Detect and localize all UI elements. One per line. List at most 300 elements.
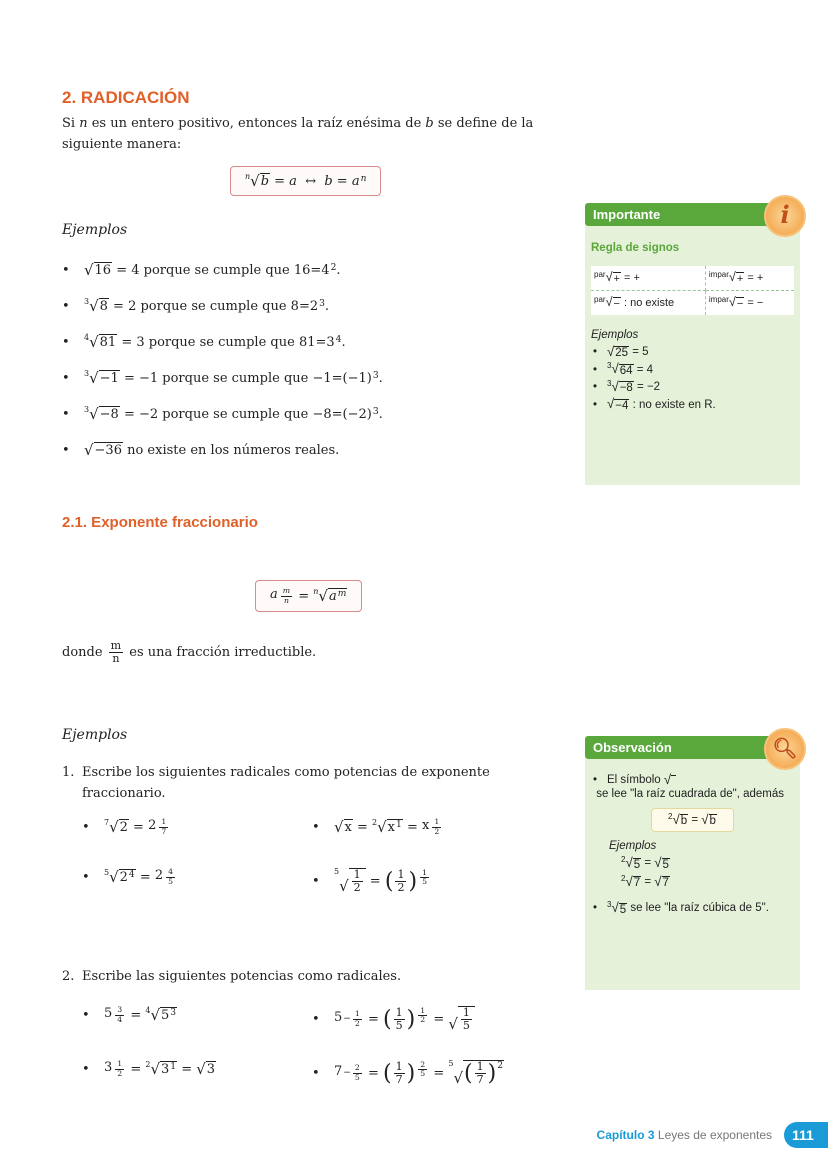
math-text: .	[378, 370, 383, 386]
denominator	[354, 882, 361, 894]
radical-sign-icon: √	[318, 586, 328, 605]
parenthesized	[385, 869, 417, 894]
math-text: = a ↔ b =	[270, 173, 352, 189]
denominator	[463, 1020, 470, 1032]
radicand	[619, 381, 634, 394]
radical-examples-list	[62, 252, 562, 468]
nth-root	[594, 271, 621, 285]
square-root	[84, 442, 123, 458]
exponent	[497, 1061, 503, 1071]
math-text: = 2	[108, 298, 137, 314]
nth-root	[709, 296, 744, 310]
list-item	[593, 397, 792, 412]
nth-root	[621, 856, 641, 871]
base	[104, 1060, 112, 1075]
root-index: par	[594, 270, 606, 279]
list-item	[62, 288, 562, 324]
exponent	[418, 869, 431, 887]
math-variable: n	[79, 116, 88, 131]
radical-sign-icon: √	[453, 1068, 463, 1087]
math-text: −	[736, 297, 744, 310]
base	[104, 1006, 112, 1021]
math-text: 5	[354, 1072, 360, 1082]
math-text: 1	[161, 817, 167, 826]
list-item	[593, 901, 792, 916]
square-root	[664, 773, 676, 788]
math-text: 4	[117, 1014, 123, 1024]
base	[161, 1008, 169, 1023]
math-text: = 4	[633, 363, 654, 376]
math-text: 5	[161, 1008, 170, 1024]
examples-label-2: Ejemplos	[62, 727, 128, 743]
radicand	[458, 1006, 475, 1032]
math-text: • El símbolo	[607, 774, 664, 787]
fraction	[418, 1061, 427, 1079]
math-text: =	[365, 873, 385, 889]
radicand	[94, 442, 123, 458]
math-text: n	[360, 173, 367, 184]
magnifier-icon: 🔍︎	[764, 728, 806, 770]
list-item	[593, 380, 792, 395]
math-text: es una fracción irreductible.	[125, 645, 317, 661]
item1-math-2	[312, 818, 443, 836]
fraction	[432, 818, 441, 836]
item-number: 2.	[62, 969, 75, 984]
math-text: 1	[462, 1006, 470, 1019]
math-text: (−2)	[342, 406, 372, 422]
math-text: 7	[161, 826, 167, 836]
radicand	[344, 819, 353, 835]
radical-sign-icon: √	[250, 172, 260, 190]
root-index: impar	[708, 270, 729, 279]
math-text: a	[270, 587, 278, 602]
fraction	[420, 869, 429, 887]
denominator	[284, 597, 289, 606]
list-item	[62, 396, 562, 432]
fraction	[353, 1010, 362, 1028]
root-index: • 3	[84, 296, 90, 306]
radical-sign-icon: √	[728, 270, 736, 284]
importante-title: Importante	[593, 207, 661, 222]
radicand	[736, 297, 744, 310]
root-index: 2	[372, 817, 378, 827]
square-root	[607, 345, 629, 360]
base	[385, 869, 417, 894]
exponent	[361, 174, 367, 184]
observacion-example	[621, 875, 800, 890]
base	[329, 589, 337, 604]
fraction	[475, 1061, 486, 1086]
math-text: b	[680, 815, 688, 828]
math-text: −	[613, 297, 620, 310]
power	[104, 1006, 126, 1024]
math-text: = −1	[119, 370, 159, 386]
math-text: −1=	[312, 370, 343, 386]
radical-sign-icon: √	[701, 811, 709, 827]
power	[120, 870, 135, 885]
item1-math-4	[312, 868, 431, 894]
list-item	[593, 345, 792, 360]
math-text: 1	[395, 1059, 403, 1073]
math-text: .	[341, 334, 346, 350]
math-text: 5	[334, 1010, 343, 1026]
power	[155, 868, 177, 886]
math-text: a	[328, 589, 337, 605]
power	[352, 174, 367, 189]
math-text: 1	[397, 867, 405, 881]
power	[334, 1010, 364, 1028]
math-text: 3	[372, 406, 379, 417]
radical-sign-icon: √	[663, 772, 672, 787]
observacion-examples-label: Ejemplos	[609, 840, 657, 853]
example-text: porque se cumple que	[136, 298, 291, 314]
item2-math-2	[312, 1006, 475, 1032]
radical-sign-icon: √	[339, 876, 349, 895]
math-text: 2	[354, 1063, 360, 1073]
square-root	[84, 262, 112, 278]
radicand	[633, 858, 641, 871]
math-text: −1	[99, 371, 119, 387]
math-text: = +	[744, 271, 764, 284]
fraction	[353, 1064, 362, 1082]
square-root	[196, 1061, 216, 1077]
root-index: • 3	[84, 368, 90, 378]
nth-root	[594, 296, 621, 310]
math-text: =	[135, 869, 155, 885]
math-variable: b	[425, 116, 434, 131]
definition-formula	[230, 166, 381, 196]
radicand	[463, 1060, 504, 1086]
math-text: 4	[168, 867, 174, 876]
math-text: 1	[117, 1059, 123, 1068]
right-paren: )	[406, 1005, 416, 1032]
math-text: −36	[94, 443, 122, 459]
math-text: = +	[620, 271, 640, 284]
nth-root	[709, 271, 744, 285]
root-index: • 4	[84, 332, 90, 342]
math-text: 1	[396, 820, 402, 831]
item2-math-3	[82, 1060, 216, 1078]
radicand	[709, 814, 717, 827]
math-text: es un entero positivo, entonces la raíz enésima de	[87, 116, 426, 131]
sign-cell	[591, 291, 706, 315]
math-text: se lee "la raíz cúbica de 5".	[627, 902, 769, 915]
power	[321, 263, 336, 278]
math-text: m	[110, 639, 122, 652]
item-2	[62, 966, 552, 987]
list-item	[62, 324, 562, 360]
radicand	[99, 406, 120, 422]
chapter-title: Leyes de exponentes	[657, 1128, 772, 1142]
exponent	[164, 868, 177, 886]
item2-math-1	[82, 1006, 177, 1024]
math-text: 16=	[293, 262, 322, 278]
radicand	[662, 876, 670, 889]
parenthesized	[383, 1007, 415, 1032]
nth-root	[84, 298, 109, 314]
math-text: .	[336, 262, 341, 278]
item1-math-3	[82, 868, 177, 886]
math-text: 5	[168, 876, 174, 886]
root-index: 2	[145, 1059, 151, 1069]
math-text: 3	[161, 1062, 170, 1078]
nth-root	[668, 813, 688, 828]
math-text: =	[688, 813, 702, 826]
math-text	[672, 776, 675, 788]
exponent	[113, 1006, 126, 1024]
power	[310, 299, 325, 314]
math-text: 4	[128, 870, 135, 881]
denominator	[355, 1074, 360, 1083]
nth-root	[104, 819, 129, 835]
math-text: 2	[119, 870, 128, 886]
root-index: 4	[145, 1005, 151, 1015]
radical-sign-icon: √	[625, 873, 633, 889]
observacion-box	[585, 736, 800, 990]
math-text: −	[343, 1014, 351, 1025]
math-text: 1	[395, 1005, 403, 1019]
fraction-exponent-box	[255, 580, 362, 612]
math-text: 1	[354, 1009, 360, 1019]
nth-root	[607, 380, 634, 395]
base	[383, 1007, 415, 1032]
example-text: porque se cumple que	[158, 370, 313, 386]
math-text: 2	[148, 818, 157, 833]
math-text: se lee "la raíz cuadrada de", además	[593, 787, 785, 800]
example-text: no existe en los números reales.	[122, 442, 340, 458]
math-text: 1	[353, 868, 361, 881]
root-index: 2	[621, 873, 626, 883]
exponent	[430, 818, 443, 836]
math-text: x	[387, 820, 396, 836]
base	[334, 1064, 342, 1079]
left-paren: (	[383, 1005, 392, 1032]
root-index: par	[594, 294, 606, 304]
math-text: 3	[372, 370, 379, 381]
power	[161, 1062, 176, 1077]
exponent	[129, 870, 135, 880]
math-text: 5	[662, 858, 669, 871]
radicand	[613, 272, 621, 285]
radicand	[680, 814, 688, 827]
math-text: 2	[420, 1015, 426, 1024]
math-text: = 3	[117, 334, 145, 350]
math-text: 2	[119, 820, 128, 836]
nth-root	[84, 370, 120, 386]
sign-rule-table	[591, 266, 794, 315]
denominator	[420, 1070, 425, 1079]
exponent	[170, 1062, 176, 1072]
root-index: • 3	[607, 900, 612, 910]
math-text: 7	[334, 1064, 343, 1080]
math-text: n	[283, 595, 289, 605]
fraction	[281, 587, 292, 605]
math-text: 2	[354, 1018, 360, 1028]
root-index: • 3	[607, 361, 612, 371]
math-text: 5	[619, 903, 627, 916]
nth-root	[104, 869, 136, 885]
denominator	[355, 1020, 360, 1029]
power	[334, 1064, 364, 1082]
power	[326, 335, 341, 350]
math-text: 3	[326, 334, 335, 350]
root-index: 2	[621, 855, 626, 865]
math-text: donde	[62, 645, 107, 661]
observacion-list-2	[585, 901, 800, 916]
math-text: 3	[170, 1008, 177, 1019]
importante-examples-label: Ejemplos	[591, 328, 639, 341]
denominator	[420, 1016, 425, 1025]
radical-sign-icon: √	[611, 361, 619, 377]
math-text: 5	[104, 1006, 113, 1021]
list-item	[593, 773, 792, 800]
nth-root	[145, 1061, 177, 1077]
math-text: 7	[395, 1072, 403, 1086]
observacion-example	[621, 856, 800, 871]
right-paren: )	[408, 867, 418, 894]
list-item	[62, 432, 562, 468]
fraction	[395, 869, 406, 894]
math-text: 3	[117, 1005, 123, 1014]
radical-sign-icon: • √	[607, 343, 615, 359]
exponent	[338, 589, 347, 599]
list-item	[593, 362, 792, 377]
sign-cell	[706, 266, 794, 291]
fraction	[418, 1007, 427, 1025]
observacion-title: Observación	[593, 740, 672, 755]
math-text: 1	[476, 1060, 484, 1073]
radicand	[633, 876, 641, 889]
radicand	[619, 364, 634, 377]
sign-rule-title: Regla de signos	[591, 242, 680, 254]
footer-chapter	[597, 1128, 772, 1142]
math-text: 7	[633, 877, 641, 890]
math-text: 2	[353, 881, 361, 895]
radicand	[260, 173, 270, 189]
example-text: porque se cumple que	[144, 334, 299, 350]
math-text: −4	[615, 399, 629, 412]
power	[104, 1060, 126, 1078]
base	[155, 868, 163, 883]
radicand	[94, 262, 113, 278]
power	[343, 371, 379, 386]
list-item	[62, 360, 562, 396]
exponent	[343, 1064, 364, 1082]
math-text: x	[421, 818, 430, 833]
base	[326, 335, 334, 350]
exponent	[113, 1060, 126, 1078]
power	[161, 1008, 176, 1023]
math-text: 2	[330, 262, 337, 273]
donde-text	[62, 640, 316, 665]
denominator	[161, 828, 166, 837]
denominator	[397, 882, 404, 894]
radical-sign-icon: √	[672, 811, 680, 827]
nth-root	[245, 173, 270, 189]
denominator	[117, 1070, 122, 1079]
radicand	[619, 903, 627, 916]
math-text: 7	[476, 1073, 484, 1087]
sign-cell	[706, 291, 794, 315]
math-text: 25	[615, 347, 629, 360]
radical-sign-icon: √	[150, 1059, 160, 1078]
power	[388, 820, 402, 835]
radical-sign-icon: √	[89, 404, 99, 423]
exponent	[279, 587, 294, 605]
nth-root	[84, 334, 117, 350]
root-index: 5	[448, 1059, 454, 1068]
square-root	[701, 813, 717, 828]
root-index: • 5	[104, 867, 110, 877]
denominator	[434, 828, 439, 837]
observacion-formula-box	[585, 808, 800, 833]
base	[334, 1010, 342, 1025]
math-text: 2	[434, 826, 440, 836]
math-text: =	[363, 1011, 383, 1027]
nth-root	[145, 1007, 177, 1023]
math-text: 5	[633, 858, 641, 871]
radicand	[328, 588, 347, 604]
root-index: 2	[668, 811, 673, 821]
math-text: (−1)	[342, 370, 372, 386]
radical-sign-icon: √	[611, 378, 619, 394]
radical-sign-icon: √	[605, 294, 613, 309]
math-text: se define de la siguiente manera:	[62, 116, 538, 152]
math-text: +	[613, 272, 620, 285]
math-text: 1	[170, 1062, 177, 1073]
math-text: 2	[420, 1059, 426, 1069]
math-text: −	[343, 1068, 351, 1079]
fraction	[109, 640, 123, 665]
radical-sign-icon: √	[89, 332, 99, 351]
item1-math-1	[82, 818, 170, 836]
nth-root	[621, 875, 641, 890]
math-text: 2	[117, 1068, 123, 1078]
importante-box	[585, 200, 800, 485]
math-text: 3	[104, 1060, 113, 1075]
math-text: .	[324, 298, 330, 314]
square-root	[607, 397, 629, 412]
radicand	[119, 819, 129, 835]
math-text: +	[736, 272, 744, 285]
example-text: porque se cumple que	[139, 262, 294, 278]
denominator	[396, 1020, 403, 1032]
base	[464, 1061, 496, 1086]
math-text: = −2	[633, 381, 661, 394]
radicand	[99, 370, 120, 386]
left-paren: (	[383, 1059, 392, 1086]
base	[310, 299, 318, 314]
parenthesized	[464, 1061, 496, 1086]
fraction	[394, 1061, 405, 1086]
math-text: 3	[206, 1062, 216, 1078]
item-text: Escribe las siguientes potencias como radicales.	[82, 969, 402, 984]
math-text: 81	[99, 335, 117, 351]
nth-root	[448, 1060, 504, 1086]
fraction	[461, 1007, 472, 1032]
exponent	[416, 1061, 429, 1079]
info-icon: i	[764, 195, 806, 237]
root-index: • 3	[84, 404, 90, 414]
radical-sign-icon: √	[728, 294, 736, 309]
fraction	[394, 1007, 405, 1032]
math-text: −8	[99, 407, 119, 423]
math-text: 5	[422, 877, 428, 886]
square-root	[334, 819, 353, 835]
importante-header	[585, 200, 800, 229]
root-index: n	[245, 172, 251, 181]
power	[329, 589, 346, 604]
